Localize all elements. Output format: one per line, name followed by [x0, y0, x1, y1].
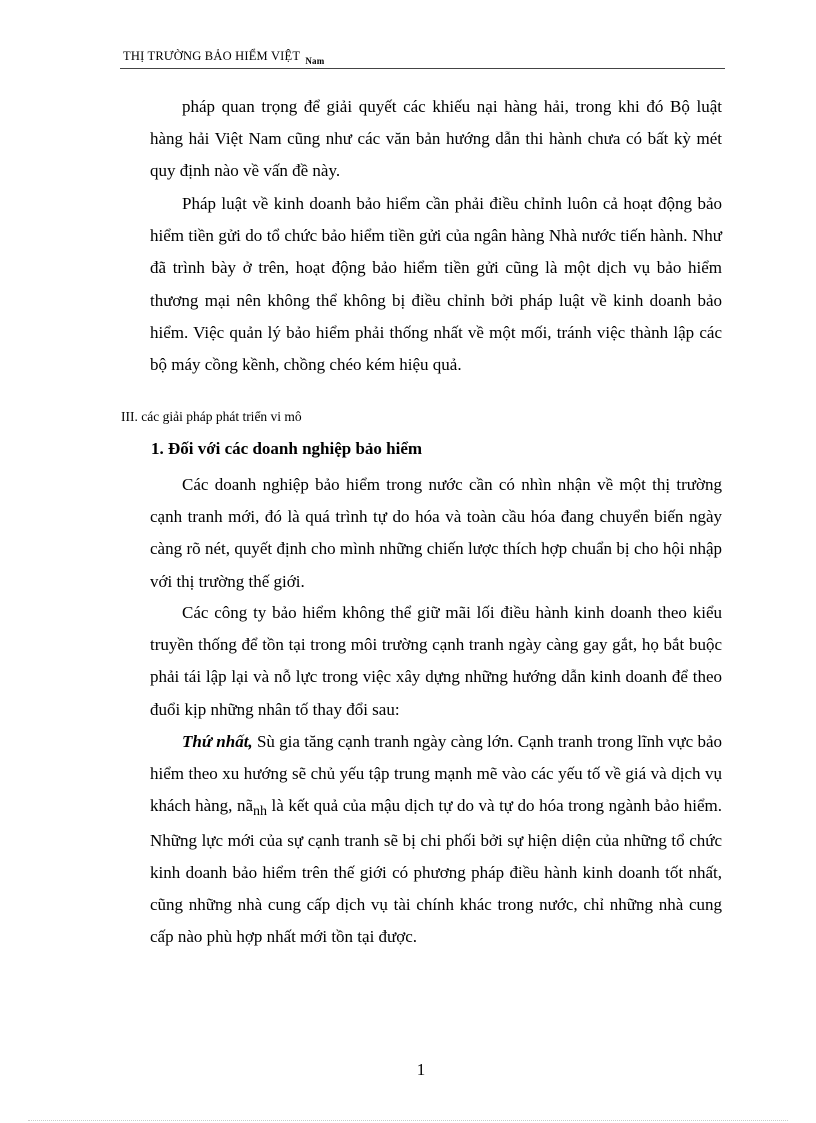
paragraph-5-subscript: nh [253, 804, 268, 820]
header-divider [120, 68, 725, 69]
section-heading: III. các giải pháp phát triển vi mô [121, 409, 302, 424]
paragraph-5 [150, 726, 722, 953]
paragraph-5-text-a: Sù gia tăng cạnh tranh ngày càng lớn. Cạnh tranh trong lĩnh vực bảo hiểm theo xu hướng sẽ chủ yếu tập trung mạnh mẽ vào các yếu tố về giá và dịch vụ khách hàng, nã [150, 732, 723, 816]
paragraph-5-text-b: là kết quả của mậu dịch tự do và tự do hóa trong ngành bảo hiểm. Những lực mới của sự cạnh tranh sẽ bị chi phối bởi sự hiện diện của những tổ chức kinh doanh bảo hiểm trên thế giới có phương pháp điều hành kinh doanh tốt nhất, cũng những nhà cung cấp dịch vụ tài chính khác trong nước, chỉ những nhà cung cấp nào phù hợp nhất mới tồn tại được. [150, 796, 722, 947]
paragraph-3: Các doanh nghiệp bảo hiểm trong nước cần có nhìn nhận về một thị trường cạnh tranh mới, đó là quá trình tự do hóa và toàn cầu hóa đang chuyển biến ngày càng rõ nét, quyết định cho mình những chiến lược thích hợp chuẩn bị cho hội nhập với thị trường thế giới. [150, 475, 722, 591]
running-header [123, 49, 324, 64]
paragraph-1: pháp quan trọng để giải quyết các khiếu nại hàng hải, trong khi đó Bộ luật hàng hải Việt Nam cũng như các văn bản hướng dẫn thi hành chưa có bất kỳ mét quy định nào về vấn đề này. [150, 97, 722, 181]
running-header-tail: Nam [305, 56, 325, 66]
running-header-title: THỊ TRƯỜNG BẢO HIỂM VIỆT [123, 49, 300, 63]
subsection-heading: 1. Đối với các doanh nghiệp bảo hiểm [151, 439, 423, 458]
page-number: 1 [416, 1060, 426, 1079]
paragraph-4: Các công ty bảo hiểm không thể giữ mãi lối điều hành kinh doanh theo kiểu truyền thống để tồn tại trong môi trường cạnh tranh ngày càng gay gắt, họ bắt buộc phải tái lập lại và nỗ lực trong việc xây dựng những hướng dẫn kinh doanh để theo đuổi kịp những nhân tố thay đổi sau: [150, 603, 722, 719]
paragraph-2: Pháp luật về kinh doanh bảo hiểm cần phải điều chỉnh luôn cả hoạt động bảo hiểm tiền gửi do tổ chức bảo hiểm tiền gửi của ngân hàng Nhà nước tiến hành. Như đã trình bày ở trên, hoạt động bảo hiểm tiền gửi cũng là một dịch vụ bảo hiểm thương mại nên không thể không bị điều chỉnh bởi pháp luật về kinh doanh bảo hiểm. Việc quản lý bảo hiểm phải thống nhất về một mối, tránh việc thành lập các bộ máy cồng kềnh, chồng chéo kém hiệu quả. [150, 194, 722, 375]
page-bottom-edge [28, 1120, 788, 1121]
paragraph-5-lead: Thứ nhất, [182, 732, 253, 751]
